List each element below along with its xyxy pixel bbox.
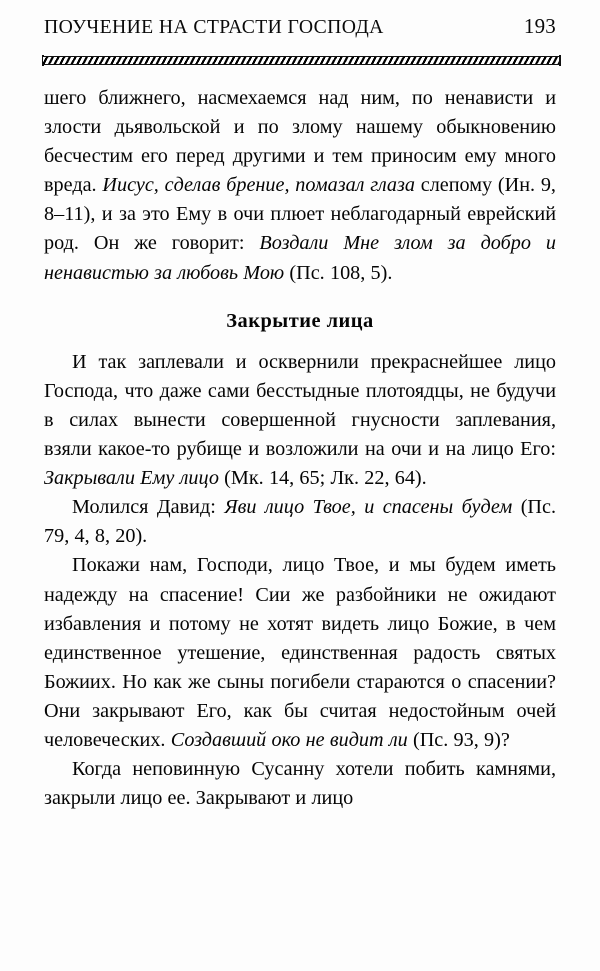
text-run: слепому (Ин. 9, 8–11), и за это Ему в очи плюет неблагодарный еврейский род. Он же говорит: [44, 174, 556, 255]
scripture-quote: Воздали Мне злом за добро и ненавистью за любовь Мою [44, 232, 556, 284]
text-run: Покажи нам, Господи, лицо Твое, и мы будем иметь надежду на спасение! Сии же разбойники не ожидают избавления и потому не хотят видеть лицо Божие, в чем единственное утешение, единственная радость святых Божиих. Но как же сыны погибели стараются о спасении? Они закрывают Его, как бы считая недостойным очей человеческих. [44, 554, 556, 751]
text-run: (Мк. 14, 65; Лк. 22, 64). [224, 467, 427, 490]
paragraph-block-before-heading [44, 84, 556, 288]
text-column [44, 84, 556, 813]
scripture-quote: Закрывали Ему лицо [44, 467, 225, 490]
section-heading: Закрытие лица [226, 309, 374, 332]
scripture-quote: Создавший око не видит ли [170, 728, 413, 751]
text-run: (Пс. 93, 9)? [412, 728, 510, 751]
text-run: Молился Давид: [72, 496, 225, 519]
text-run: шего ближнего, насмехаемся над ним, по ненависти и злости дьявольской и по злому нашему обыкновению бесчестим его перед другими и тем приносим ему много вреда. [44, 87, 556, 197]
body-paragraph [44, 84, 556, 288]
running-head-title: ПОУЧЕНИЕ НА СТРАСТИ ГОСПОДА [44, 16, 384, 38]
body-paragraph [44, 755, 556, 813]
running-head [44, 14, 556, 44]
body-paragraph [44, 551, 556, 755]
text-run: И так заплевали и осквернили прекраснейшее лицо Господа, что даже сами бесстыдные плотоядцы, не будучи в силах вынести совершенной гнусности заплевания, взяли какое-то рубище и возложили на очи и на лицо Его: [44, 350, 556, 461]
body-paragraph [44, 493, 556, 551]
body-paragraph [44, 348, 556, 493]
scripture-quote: Яви лицо Твое, и спасены будем [224, 496, 521, 519]
rope-braid-divider-icon [43, 55, 560, 66]
text-run: Когда неповинную Сусанну хотели побить камнями, закрыли лицо ее. Закрывают и лицо [44, 758, 556, 810]
paragraph-block-after-heading [44, 348, 556, 814]
rope-body [43, 56, 560, 65]
rope-cap-right [559, 55, 561, 66]
text-run: (Пс. 108, 5). [289, 261, 393, 284]
page-number: 193 [523, 14, 556, 38]
scripture-quote: Иисус, сделав брение, помазал глаза [102, 174, 421, 197]
text-run: (Пс. 79, 4, 8, 20). [44, 496, 556, 548]
